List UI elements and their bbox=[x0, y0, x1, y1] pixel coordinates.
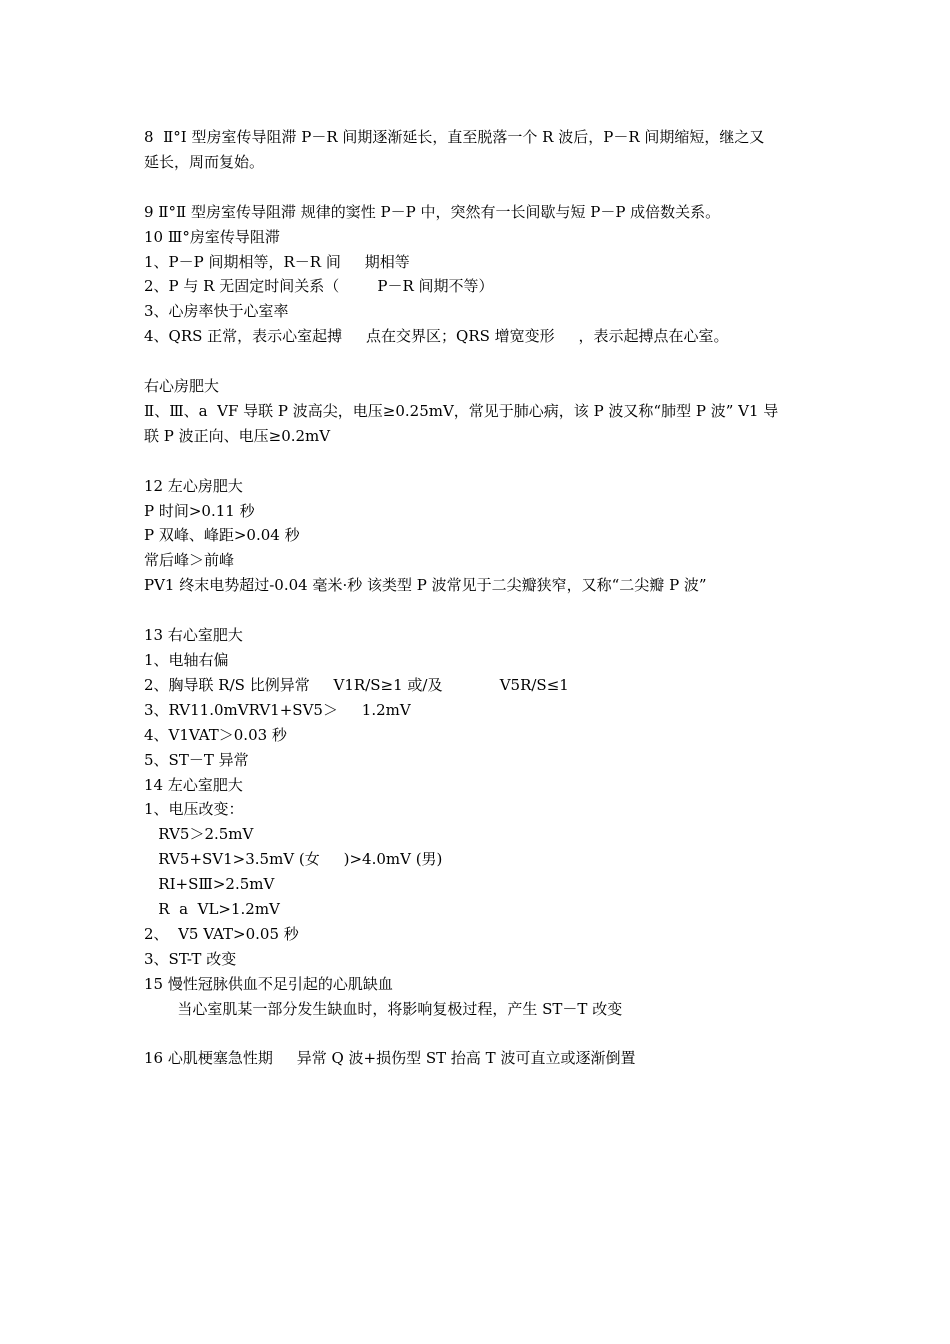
text-line: 3、RV11.0mVRV1+SV5＞ 1.2mV bbox=[144, 700, 411, 719]
text-line: Ⅱ、Ⅲ、a VF 导联 P 波高尖，电压≥0.25mV，常见于肺心病，该 P 波又称“肺型 P 波” V1 导 bbox=[144, 401, 779, 420]
text-line: R a VL>1.2mV bbox=[144, 900, 280, 919]
text-line: 10 Ⅲ°房室传导阻滞 bbox=[144, 227, 280, 246]
blank-line bbox=[144, 1022, 814, 1047]
text-line: 右心房肥大 bbox=[144, 377, 220, 396]
text-line: 2、 V5 VAT>0.05 秒 bbox=[144, 924, 299, 943]
text-line: 16 心肌梗塞急性期 异常 Q 波+损伤型 ST 抬高 T 波可直立或逐渐倒置 bbox=[144, 1049, 636, 1068]
text-line: 延长，周而复始。 bbox=[144, 152, 265, 171]
text-line: PV1 终末电势超过-0.04 毫米·秒 该类型 P 波常见于二尖瓣狭窄，又称“二尖瓣 P 波” bbox=[144, 576, 707, 595]
blank-line bbox=[144, 175, 814, 200]
text-line: 12 左心房肥大 bbox=[144, 476, 243, 495]
text-line: RⅠ+SⅢ>2.5mV bbox=[144, 875, 275, 894]
text-line: 4、QRS 正常，表示心室起搏 点在交界区；QRS 增宽变形 ，表示起搏点在心室。 bbox=[144, 327, 729, 346]
text-line: 2、胸导联 R/S 比例异常 V1R/S≥1 或/及 V5R/S≤1 bbox=[144, 675, 569, 694]
text-line: RV5+SV1>3.5mV (女 )>4.0mV (男) bbox=[144, 850, 443, 869]
text-line: 1、电轴右偏 bbox=[144, 650, 229, 669]
text-line: 3、心房率快于心室率 bbox=[144, 302, 289, 321]
text-line: 9 Ⅱ°Ⅱ 型房室传导阻滞 规律的窦性 P－P 中，突然有一长间歇与短 P－P 成倍数关系。 bbox=[144, 202, 721, 221]
text-line: 3、ST-T 改变 bbox=[144, 949, 237, 968]
text-line: P 时间>0.11 秒 bbox=[144, 501, 255, 520]
text-line: 常后峰＞前峰 bbox=[144, 551, 235, 570]
text-line: 5、ST－T 异常 bbox=[144, 750, 249, 769]
text-line: 8 Ⅱ°Ⅰ 型房室传导阻滞 P－R 间期逐渐延长，直至脱落一个 R 波后，P－R 间期缩短，继之又 bbox=[144, 128, 765, 146]
blank-line bbox=[144, 598, 814, 623]
text-line: RV5＞2.5mV bbox=[144, 825, 254, 844]
text-line: 4、V1VAT＞0.03 秒 bbox=[144, 725, 287, 744]
text-line: 1、P－P 间期相等，R－R 间 期相等 bbox=[144, 252, 410, 271]
blank-line bbox=[144, 349, 814, 374]
text-line: 联 P 波正向、电压≥0.2mV bbox=[144, 426, 331, 445]
text-line: P 双峰、峰距>0.04 秒 bbox=[144, 526, 300, 545]
blank-line bbox=[144, 449, 814, 474]
text-line: 15 慢性冠脉供血不足引起的心肌缺血 bbox=[144, 974, 393, 993]
text-line: 14 左心室肥大 bbox=[144, 775, 243, 794]
document-body bbox=[144, 125, 814, 1071]
text-line: 1、电压改变： bbox=[144, 800, 244, 819]
text-line: 当心室肌某一部分发生缺血时，将影响复极过程，产生 ST－T 改变 bbox=[144, 999, 623, 1018]
text-line: 13 右心室肥大 bbox=[144, 626, 243, 645]
text-line: 2、P 与 R 无固定时间关系（ P－R 间期不等） bbox=[144, 277, 494, 296]
